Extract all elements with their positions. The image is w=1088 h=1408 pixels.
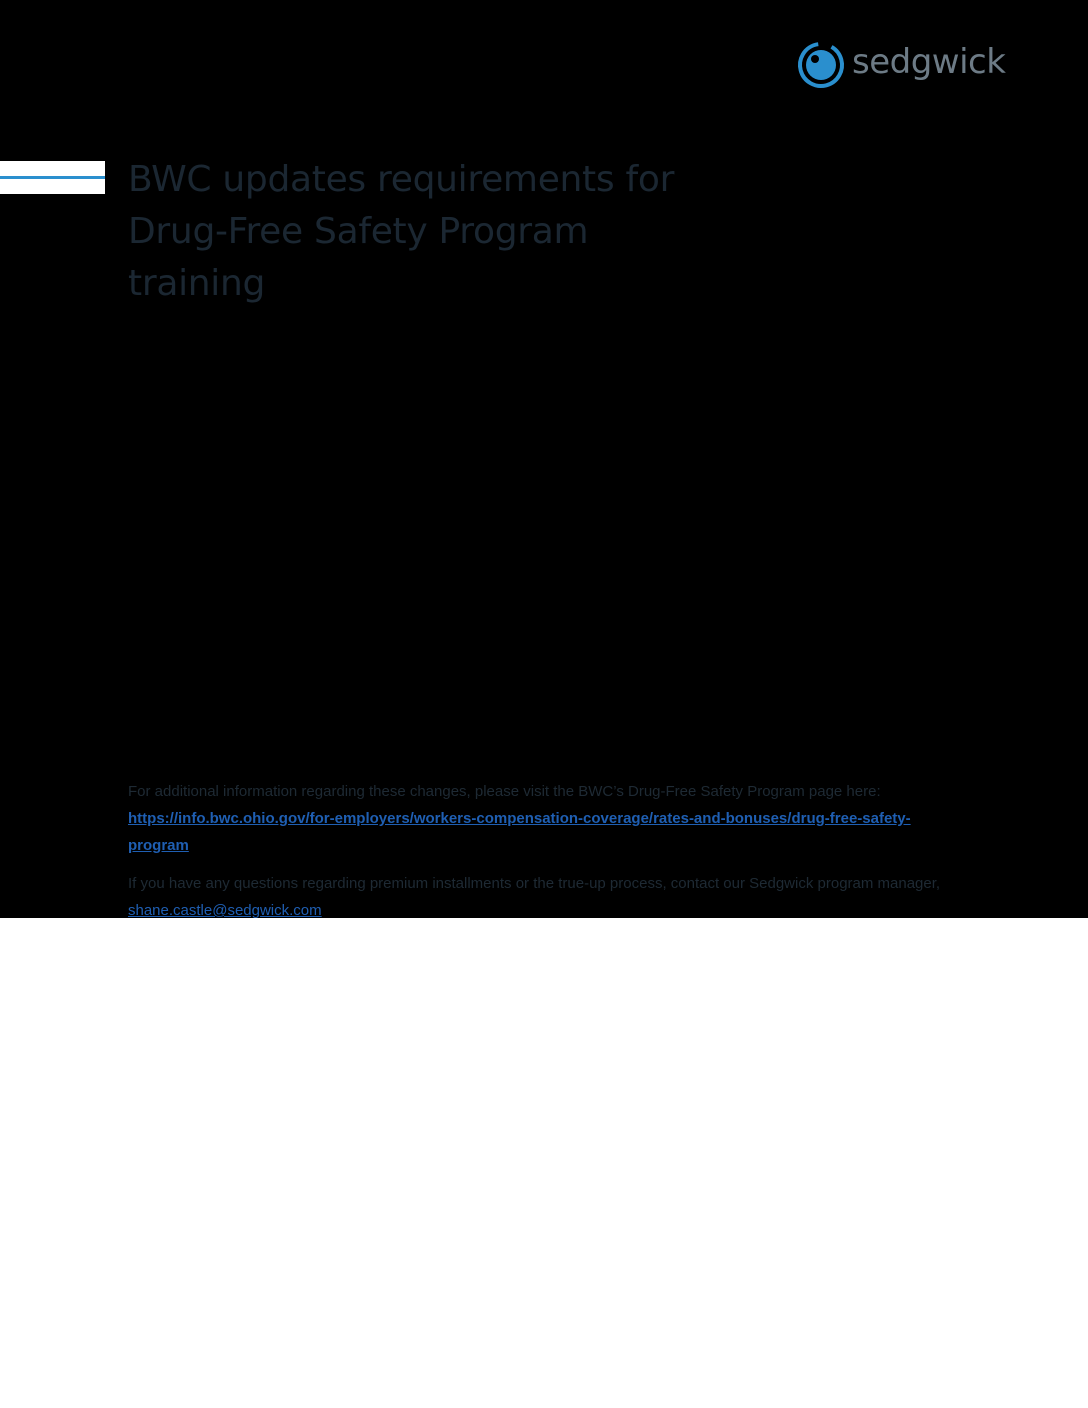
contact-paragraph-text: If you have any questions regarding premium installments or the true-up process, contact our Sedgwick program manager, [128, 875, 941, 892]
title-line: BWC updates requirements for [128, 159, 675, 200]
info-paragraph-text: For additional information regarding these changes, please visit the BWC’s Drug-Free Safety Program page here: [128, 783, 881, 800]
sedgwick-circle-icon [796, 40, 846, 90]
title-line: training [128, 263, 266, 304]
brand-name: sedgwick [852, 42, 1006, 82]
document-body [128, 778, 968, 935]
sedgwick-logo [796, 40, 1005, 90]
program-manager-email-link[interactable]: shane.castle@sedgwick.com [128, 902, 322, 919]
contact-paragraph [128, 870, 968, 924]
title-line: Drug-Free Safety Program [128, 211, 589, 252]
document-title [128, 154, 728, 310]
bwc-program-link[interactable]: https://info.bwc.ohio.gov/for-employers/workers-compensation-coverage/rates-and-bonuses/drug-free-safety-program [128, 810, 911, 854]
title-accent-bar [0, 161, 105, 194]
info-paragraph [128, 778, 968, 859]
accent-stripe [0, 176, 105, 179]
